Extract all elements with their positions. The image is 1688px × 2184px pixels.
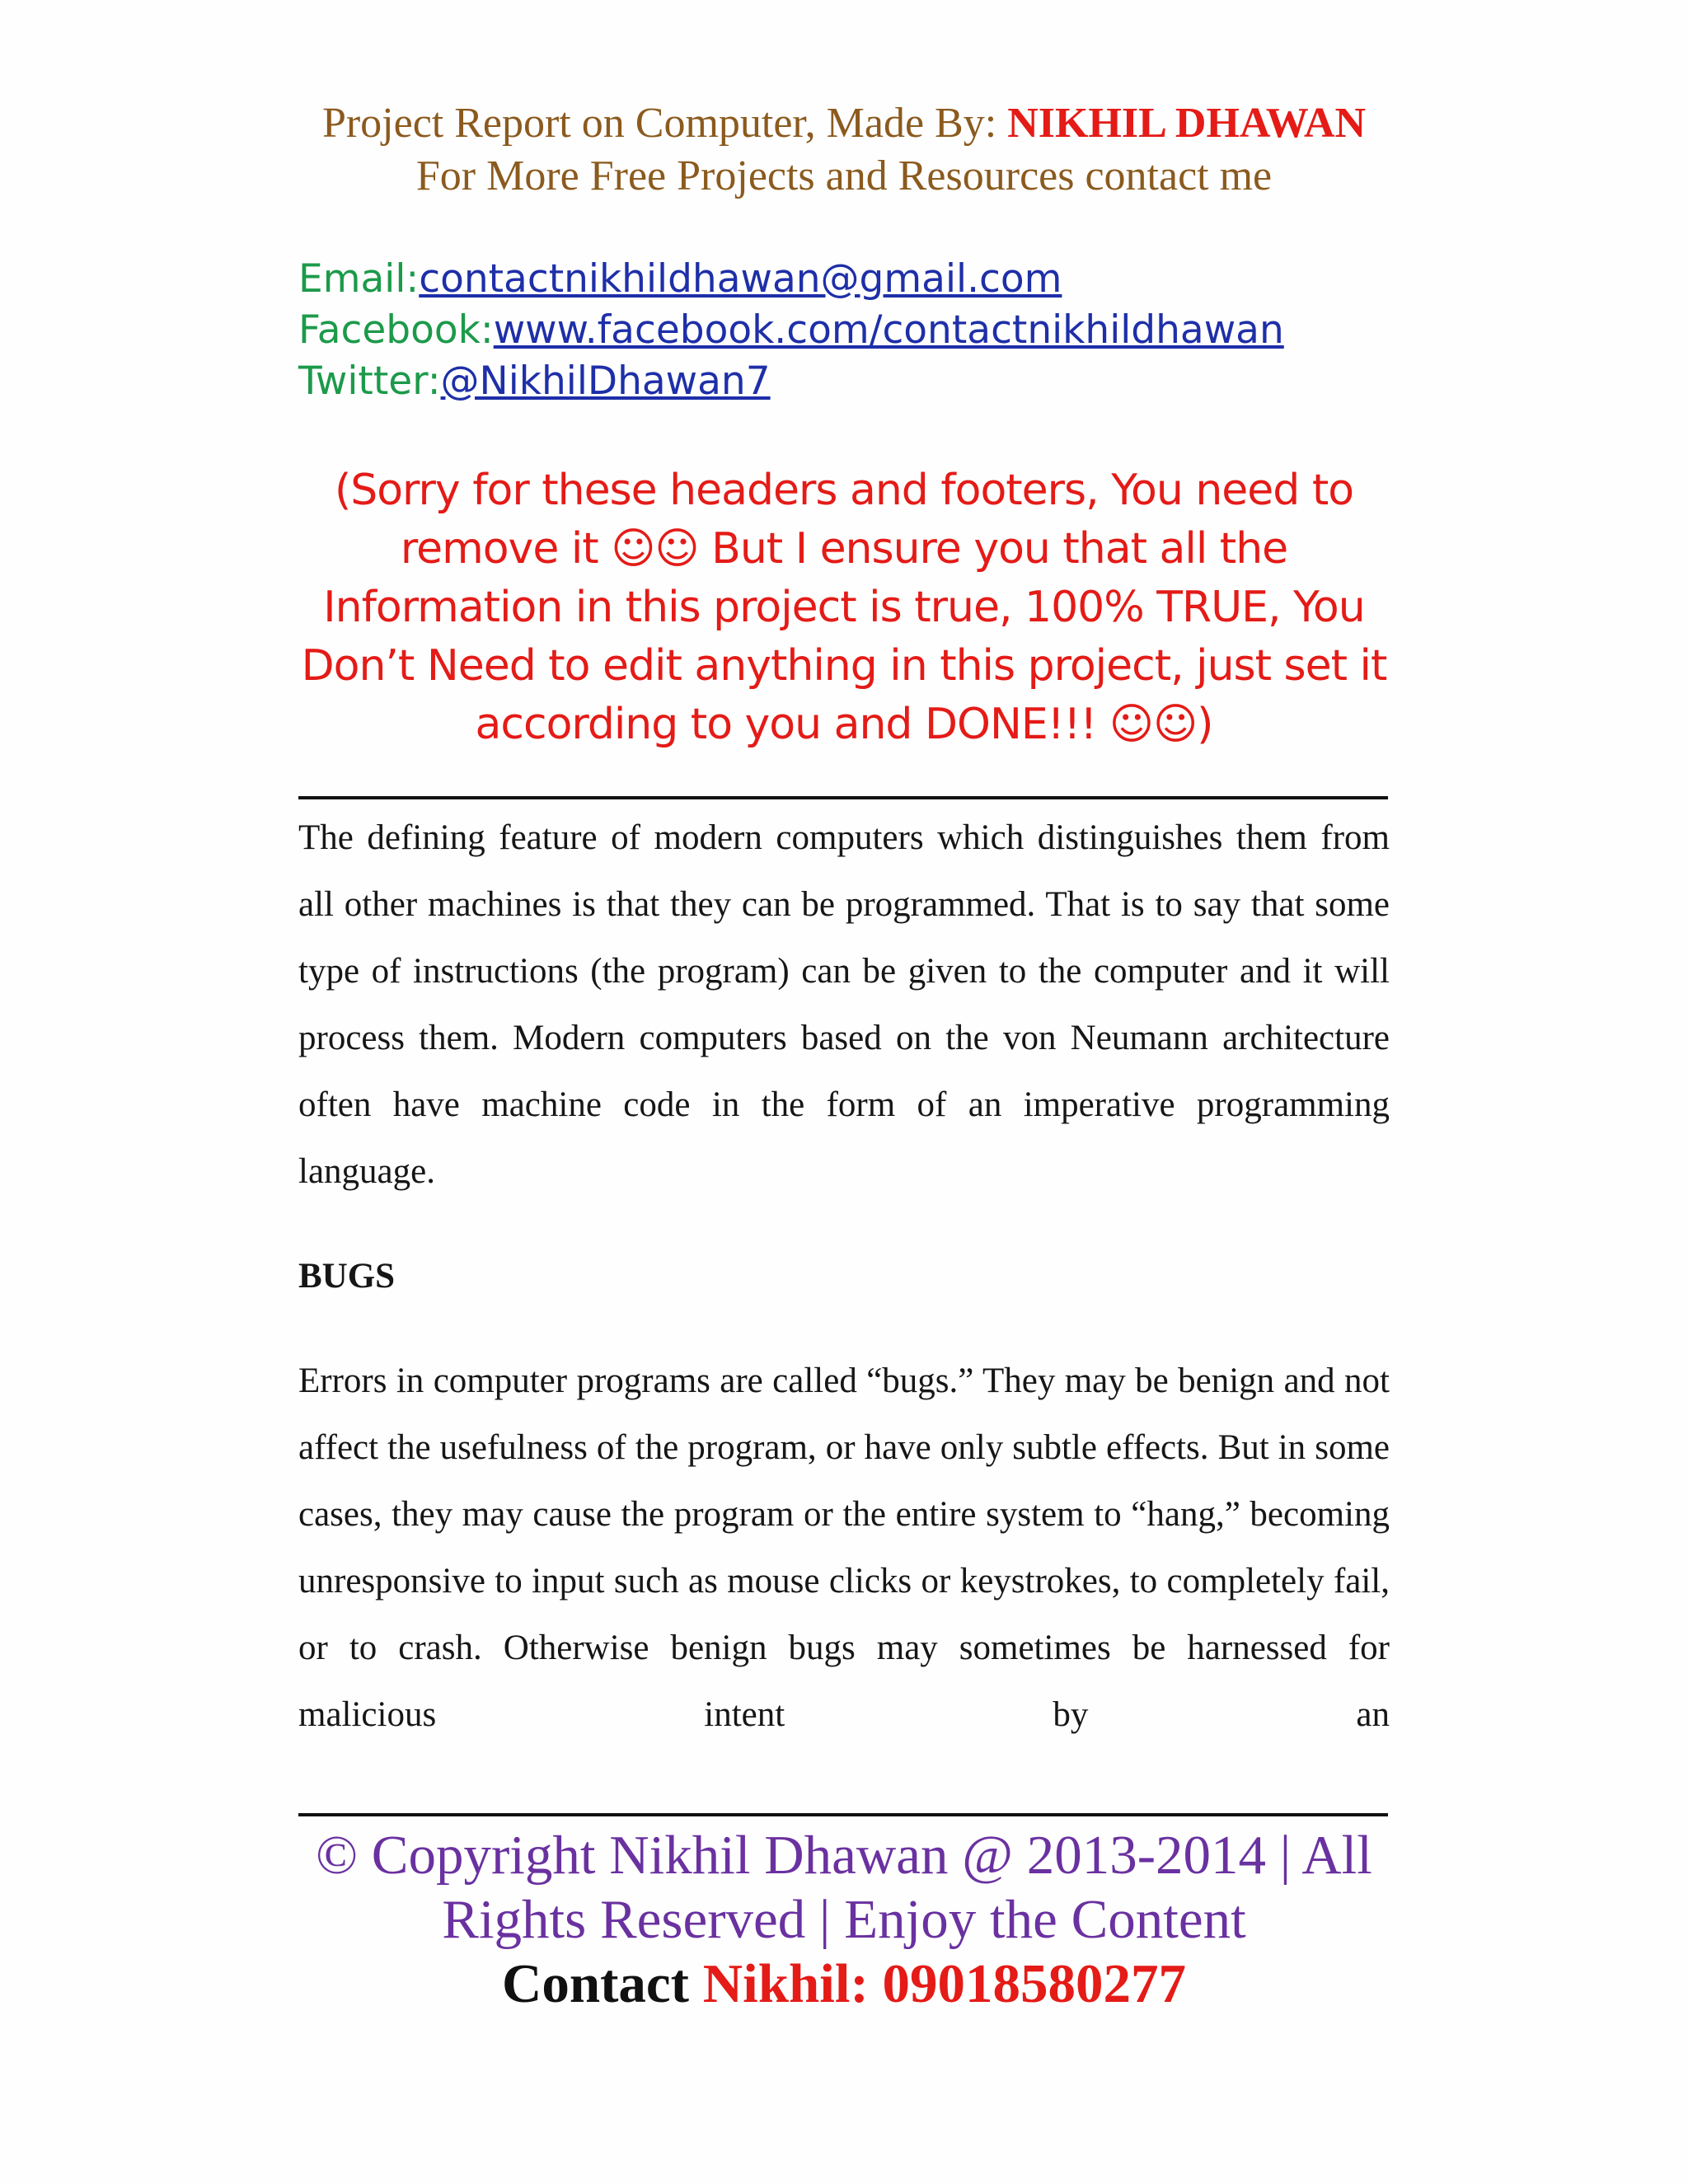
email-row — [298, 254, 1390, 305]
header-author: NIKHIL DHAWAN — [1007, 100, 1367, 147]
twitter-label: Twitter: — [298, 359, 441, 404]
paragraph-bugs: Errors in computer programs are called “bugs.” They may be benign and not affect the usefulness of the program, or have only subtle effects. But in some cases, they may cause the program or the entire system to “hang,” becoming unresponsive to input such as mouse clicks or keystrokes, to completely fail, or to crash. Otherwise benign bugs may sometimes be harnessed for malicious intent by an — [298, 1361, 1390, 1734]
facebook-label: Facebook: — [298, 307, 494, 353]
email-link[interactable]: contactnikhildhawan@gmail.com — [419, 256, 1062, 302]
page-footer — [298, 1823, 1390, 2016]
section-heading-bugs: BUGS — [298, 1257, 396, 1296]
footer-contact-phone: Nikhil: 09018580277 — [702, 1953, 1187, 2014]
footer-divider — [298, 1813, 1388, 1816]
header-line-2: For More Free Projects and Resources contact me — [415, 152, 1273, 199]
header-line-1 — [298, 97, 1390, 150]
paragraph-intro: The defining feature of modern computers which distinguishes them from all other machines is that they can be programmed. That is to say that some type of instructions (the program) can be given to the computer and it will process them. Modern computers based on the von Neumann architecture often have machine code in the form of an imperative programming language. — [298, 818, 1390, 1191]
body-content — [298, 804, 1390, 1748]
twitter-link[interactable]: @NikhilDhawan7 — [440, 359, 771, 404]
facebook-row — [298, 305, 1390, 356]
footer-contact — [298, 1952, 1390, 2016]
facebook-link[interactable]: www.facebook.com/contactnikhildhawan — [493, 307, 1284, 353]
email-label: Email: — [298, 256, 420, 302]
twitter-row — [298, 356, 1390, 407]
page-header — [298, 97, 1390, 203]
header-title: Project Report on Computer, Made By: — [321, 100, 1008, 147]
notice-text: (Sorry for these headers and footers, You need to remove it ☺☺ But I ensure you that all the Information in this project is true, 100% TRUE, You Don’t Need to edit anything in this project, just set it according to you and DONE!!! ☺☺) — [301, 466, 1387, 749]
header-divider — [298, 796, 1388, 799]
footer-copyright: © Copyright Nikhil Dhawan @ 2013-2014 | All Rights Reserved | Enjoy the Content — [316, 1825, 1372, 1950]
footer-contact-label: Contact — [501, 1953, 703, 2014]
contact-block — [298, 254, 1390, 407]
